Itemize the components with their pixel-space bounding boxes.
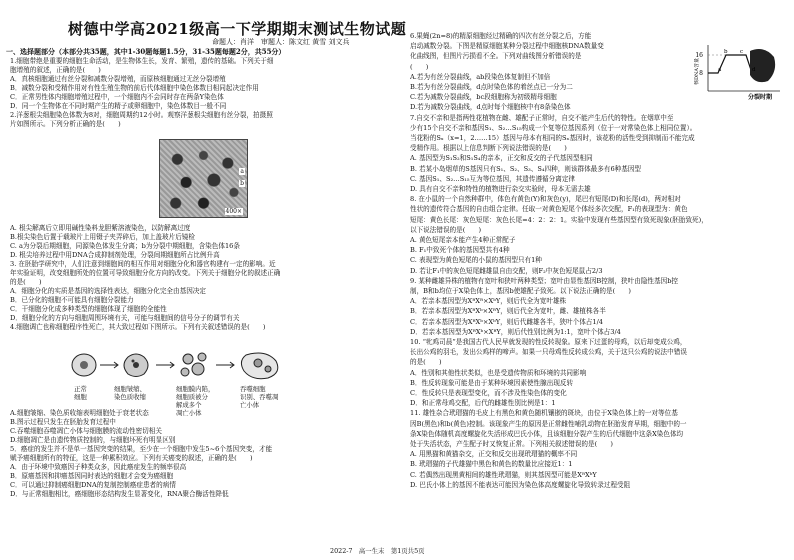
- right-text-line: A．若亲本基因型为XᴮXᴮ×XᵇY，则后代全为宽叶雄株: [410, 297, 567, 306]
- right-text-line: 以下说法错误的是( ): [410, 225, 482, 234]
- right-text-line: D. 巴氏小体上的基因不能表达可能因为染色体高度螺旋化导致转录过程受阻: [410, 480, 631, 489]
- left-text-line: 赋予癌细胞所有的特征，这是一种累积效应。下列有关癌变的叙述，正确的是( ): [10, 454, 253, 462]
- shrunk-cell-icon: [124, 354, 148, 377]
- left-text-line: 年实验证明，改变细胞所处的位置可导致细胞分化方向的改变。下列关于细胞分化的叙述正确: [10, 269, 281, 277]
- left-text-line: C．正常男性体内细胞增殖过程中，一个细胞内不会同时存在两条Y染色体: [10, 93, 224, 101]
- left-text-line: C.吞噬细胞吞噬凋亡小体与细胞膜的流动性密切相关: [10, 427, 162, 435]
- right-text-line: C.若为减数分裂曲线，bc段细胞称为初级精母细胞: [410, 93, 557, 102]
- right-text-line: 10. “牝鸡司晨”是我国古代人民早就发现的性反转现象。原来下过蛋的母鸡，以后却变成公鸡，: [410, 338, 687, 346]
- left-text-line: C．干细胞分化成多种类型的细胞体现了细胞的全能性: [10, 305, 167, 313]
- right-text-line: 7.自交不亲和是指两性花植物在雌、雄配子正常时，自交不能产生后代的特性。在烟草中至: [410, 113, 674, 122]
- right-text-line: 受精作用。根据以上信息判断下列说法错误的是( ): [410, 144, 567, 153]
- caption-shrink: 细胞皱缩、 染色质收缩: [114, 385, 146, 401]
- y-axis-label: 核DNA含量: [694, 58, 700, 85]
- right-text-line: 当花粉的Sₓ（x=1，2……15）基因与母本有相同的Sₓ基因时，该花粉的活性受到抑制而不能完成: [410, 134, 695, 142]
- right-text-line: A. 用黑猫和黄猫杂交，正交和反交出现玳瑁猫的概率不同: [410, 450, 578, 459]
- right-text-line: C. 表现型为黄色短尾的小鼠的基因型只有1种: [410, 256, 542, 265]
- left-text-line: D．同一个生物体在不同时期产生的精子或卵细胞中，染色体数目一般不同: [10, 102, 227, 110]
- right-text-line: 少有15个自交不亲和基因S₁、S₂…S₁₅构成一个复等位基因系列（位于一对常染色体上相同位置）。: [410, 123, 697, 132]
- right-text-line: 启动减数分裂。下图是精原细胞某种分裂过程中细胞核DNA数量变: [410, 42, 604, 51]
- photo-label-b: b: [240, 180, 244, 187]
- left-text-line: B．减数分裂和受精作用对有性生殖生物的前后代体细胞中染色体数目相同起决定作用: [10, 84, 259, 92]
- left-text-line: D. 根尖培养过程中用DNA合成抑制剂处理，分裂间期细胞所占比例升高: [10, 251, 220, 259]
- right-text-line: B. 若某小岛烟草的S基因只有S₁、S₂、S₃、S₄四种，则该群体最多有6种基因型: [410, 164, 642, 173]
- right-text-line: C. 基因S₁、S₂…S₁₅互为等位基因，其遗传遵循分离定律: [410, 174, 576, 183]
- right-text-line: 因B(黑色)和b(黄色)控制。该现象产生的原因是正常雌性哺乳动物在胚胎发育早期，细胞中的一: [410, 419, 687, 428]
- photo-label-a: a: [240, 168, 244, 175]
- left-text-line: A．细胞分化的实质是基因的选择性表达，细胞分化完全由基因决定: [10, 287, 206, 295]
- point-b: b: [724, 49, 728, 55]
- caption-phagocyte: 吞噬细胞 识别、吞噬凋 亡小体: [240, 385, 279, 409]
- left-text-line: A．由于环境中致癌因子种类众多，因此癌症发生的频率很高: [10, 463, 187, 471]
- left-text-line: D.细胞凋亡是由遗传物质控制的，与细胞坏死有明显区别: [10, 436, 176, 444]
- right-text-line: D.若为减数分裂曲线，d点时每个细胞核中有8条染色体: [410, 103, 571, 112]
- tick-16: 16: [695, 52, 703, 59]
- arrow-icon: [100, 362, 118, 368]
- right-text-line: C．性反转只是表现型变化，而不涉及性染色体的变化: [410, 389, 567, 397]
- left-text-line: C．可以通过抑制癌细胞DNA的复制控制癌症患者的病情: [10, 481, 176, 489]
- right-text-line: B．性反转现象可能是由于某种环境因素使性腺出现反转: [410, 378, 574, 387]
- right-text-line: 的是( ): [410, 358, 442, 367]
- page-title: 树德中学高2021级高一下学期期末测试生物试题: [68, 20, 407, 38]
- apoptosis-diagram: [70, 347, 350, 383]
- right-text-line: 9. 某种雌雄异株的植物有宽叶和狭叶两种类型；宽叶由显性基因B控制，狭叶由隐性基因b控: [410, 276, 679, 285]
- right-text-line: 长出公鸡的羽毛，发出公鸡样的啼声。如果一只母鸡性反转成公鸡，关于这只公鸡的说法中错误: [410, 348, 687, 357]
- right-text-line: C．若亲本基因型为XᴮXᵇ×XᵇY，则后代雌雄各半，狭叶个体占1/4: [410, 317, 604, 326]
- caption-apoptotic-bodies: 细胞膜内陷， 细胞质被分 解成多个 凋亡小体: [176, 385, 215, 417]
- right-text-line: 性状的遗传符合基因的自由组合定律。任取一对黄色短尾个体经多次交配，F₁的表现型为：黄色: [410, 205, 688, 214]
- left-text-line: A．真核细胞通过有丝分裂和减数分裂增殖，而原核细胞通过无丝分裂增殖: [10, 75, 226, 83]
- right-text-line: 8. 在小鼠的一个自然种群中，体色有黄色(Y)和灰色(y)，尾巴有短尾(D)和长尾(d)，两对相对: [410, 195, 681, 204]
- left-text-line: 5．癌症的发生并不是单一基因突变的结果，至少在一个细胞中发生5~6个基因突变，才能: [10, 445, 273, 453]
- photo-scale: 400×: [225, 208, 242, 215]
- authors-line: 命题人：肖洋 审题人：陈文红 黄雪 刘文兵: [212, 38, 350, 46]
- right-text-line: A. 黄色短尾亲本能产生4种正常配子: [410, 236, 516, 244]
- x-axis-label: 分裂时期: [748, 94, 773, 101]
- right-text-line: 6.果蝇(2n=8)的精原细胞经过精确的四次有丝分裂之后，方能: [410, 32, 592, 40]
- normal-cell-icon: [72, 354, 96, 376]
- left-text-line: B.图示过程只发生在胚胎发育过程中: [10, 418, 116, 426]
- left-text-line: 3. 在胚胎学研究中，人们注意到细胞间的相互作用对细胞分化和器官构建有一定的影响。近: [10, 260, 276, 268]
- point-a: a: [718, 67, 722, 73]
- section-heading: 一、选择题部分（本部分共35题，其中1-30题每题1.5分，31-35题每题2分，共55分）: [6, 47, 286, 56]
- right-text-line: B.若为有丝分裂曲线，d点时染色体的着丝点已一分为二: [410, 83, 573, 91]
- right-text-line: D．若亲本基因型为XᴮXᵇ×XᴮY，则后代性别比例为1:1，宽叶个体占3/4: [410, 327, 621, 336]
- left-text-line: 胞增殖的叙述，正确的是( ): [10, 66, 101, 74]
- left-text-line: 片如图所示。下列分析正确的是( ): [10, 120, 121, 128]
- left-text-line: 的是( ): [10, 278, 42, 286]
- right-text-line: A. 基因型为S₁S₂和S₁S₄的亲本，正交和反交的子代基因型相同: [410, 154, 593, 163]
- phagocyte-icon: [241, 353, 277, 379]
- right-text-line: A.若为有丝分裂曲线，ab段染色体复制但不加倍: [410, 72, 551, 81]
- right-text-line: D. 具有自交不亲和特性的植物进行杂交实验时，母本无需去雄: [410, 185, 591, 193]
- point-d: d: [752, 67, 756, 73]
- tick-8: 8: [699, 70, 703, 77]
- right-text-line: B. 玳瑁猫的子代雄猫中黑色和黄色的数量比应接近1：1: [410, 460, 573, 469]
- right-text-line: D．和正常母鸡交配，后代的雌雄性别比例是1：1: [410, 399, 556, 408]
- arrow-icon: [156, 362, 174, 368]
- microscope-photo: [159, 139, 248, 218]
- right-text-line: A．性别和其他性状类似，也是受遗传物质和环境的共同影响: [410, 368, 587, 377]
- left-text-line: 1.细胞带绝是重要的细胞生命活动，是生物体生长，发育、繁殖，遗传的基础。下列关于细: [10, 57, 274, 65]
- left-text-line: A.细胞皱缩、染色质收缩表明细胞处于衰老状态: [10, 409, 149, 417]
- smudge-blot: [750, 49, 775, 82]
- arrow-icon: [216, 362, 234, 368]
- left-text-line: D．细胞分化的方向与细胞周围环境有关，可能与细胞间的信号分子的调节有关: [10, 314, 240, 322]
- right-text-line: ( ): [410, 62, 429, 71]
- right-text-line: 制，B和b均位于X染色体上，基因b使雄配子致死。以下说法正确的是( ): [410, 287, 631, 295]
- left-text-line: B．已分化的细胞不可能具有细胞分裂能力: [10, 296, 134, 304]
- page-footer: 2022-7 高一生末 第1页共5页: [330, 547, 425, 555]
- left-text-line: B．原癌基因和抑癌基因同时表达的细胞才会变为癌细胞: [10, 472, 174, 480]
- right-text-line: 处于失活状态，产生配子时又恢复正常。下列相关叙述错误的是( ): [410, 440, 613, 448]
- left-text-line: C. a为分裂后期细胞，同源染色体发生分离；b为分裂中期细胞，含染色体16条: [10, 242, 240, 250]
- right-text-line: C. 若偶然出现黑黄相间的雄性玳瑁猫，则其基因型可能是XᴮXᵇY: [410, 470, 597, 479]
- left-text-line: B.根尖染色后置于载玻片上用镊子夹弄碎后，加上盖玻片后镜检: [10, 233, 195, 241]
- right-text-line: 短尾：黄色长尾：灰色短尾：灰色长尾=4：2：2：1。实验中发现有些基因型有致死现象(胚胎致死)，: [410, 215, 708, 224]
- apoptotic-bodies-icon: [181, 353, 206, 376]
- right-text-line: D. 若让F₁中的灰色短尾雌雄鼠自由交配，则F₂中灰色短尾鼠占2/3: [410, 266, 603, 275]
- left-text-line: A. 根尖解离后立即用碱性染料龙胆紫溶液染色，以防解离过度: [10, 224, 191, 232]
- point-c: c: [740, 49, 744, 55]
- left-text-line: 2.洋葱根尖细胞染色体数为8对，细胞周期约12小时。观察洋葱根尖细胞有丝分裂，拍摄照: [10, 111, 273, 119]
- dna-curve: [708, 55, 752, 73]
- left-text-line: D．与正常细胞相比，癌细胞形态结构发生显著变化，RNA聚合酶活性降低: [10, 490, 229, 498]
- dna-curve-chart: [694, 41, 782, 101]
- right-text-line: 条X染色体随机高度螺旋化失活形成巴氏小体，且该细胞分裂产生的后代细胞中这条X染色体均: [410, 429, 684, 438]
- right-text-line: B. F₁中致死个体的基因型共有4种: [410, 246, 510, 255]
- left-text-line: 4.细胞调亡也称细胞程序性死亡，其大致过程如下图所示。下列有关叙述错误的是( ): [10, 323, 266, 331]
- caption-normal-cell: 正常 细胞: [74, 385, 87, 401]
- right-text-line: 11. 雄性杂合玳瑁猫的毛皮上有黑色和黄色随机镶嵌的斑块，由位于X染色体上的一对等位基: [410, 409, 678, 418]
- right-text-line: B．若亲本基因型为XᴮXᵇ×XᴮY，则后代全为宽叶，雌、雄植株各半: [410, 307, 606, 316]
- right-text-line: 化曲线图，但图片污损看不全。下列对曲线图分析错误的是: [410, 52, 582, 61]
